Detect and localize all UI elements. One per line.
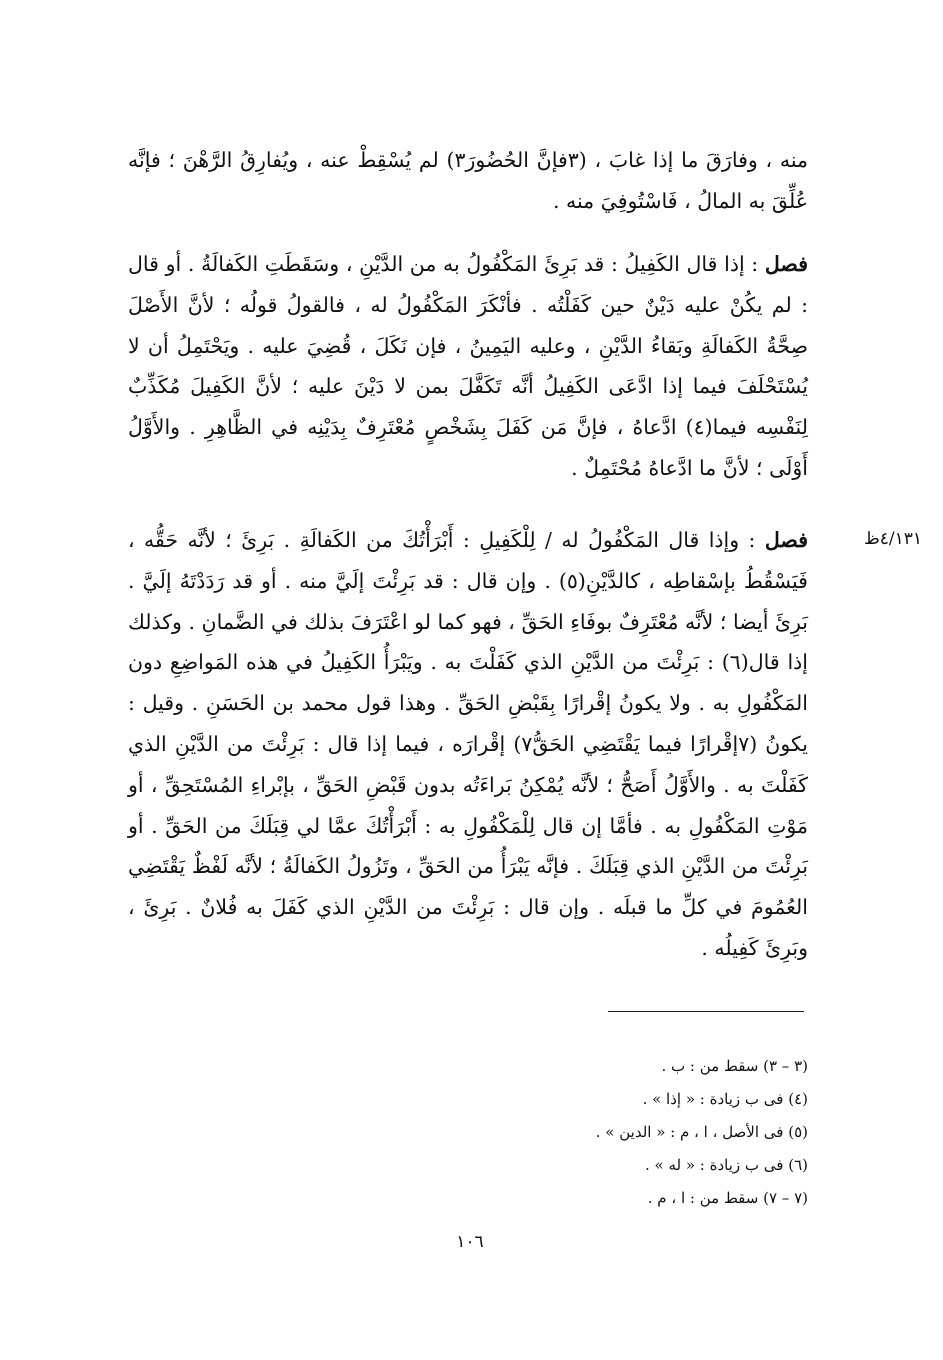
- footnote: (٦) فى ب زيادة : « له » .: [644, 1156, 808, 1174]
- page-number: ١٠٦: [456, 1232, 484, 1252]
- footnote: (٥) فى الأصل ، ا ، م : « الدين » .: [595, 1123, 808, 1141]
- footnote: (٧ – ٧) سقط من : ا ، م .: [647, 1189, 808, 1207]
- footnote: (٣ – ٣) سقط من : ب .: [661, 1057, 808, 1075]
- manuscript-folio-reference: ٤/١٣١ظ: [864, 529, 922, 549]
- section-text: : وإذا قال المَكْفُولُ له / لِلْكَفِيلِ : أَبْرَأْتُكَ من الكَفالَةِ . بَرِئَ ؛ لأنَّه حَقُّه ، فَيَسْقُطُ بإسْقاطِه ، كالدَّيْنِ(٥) . وإن قال : قد بَرِئْتَ إلَيَّ منه . أو قد رَدَدْتَهُ إلَيَّ . بَرِئَ أيضا ؛ لأنَّه مُعْتَرِفٌ بوفَاءِ الحَقِّ ، فهو كما لو اعْتَرَفَ بذلك في الضَّمانِ . وكذلك إذا قال(٦) : بَرِئْتَ من الدَّيْنِ الذي كَفَلْتَ به . ويَبْرَأُ الكَفِيلُ في هذه المَواضِعِ دون المَكْفُولِ به . ولا يكونُ إقْرارًا بِقَبْضِ الحَقِّ . وهذا قول محمد بن الحَسَنِ . وقيل : يكونُ (٧إقْرارًا فيما يَقْتَضِي الحَقُّ٧) إقْرارَه ، فيما إذا قال : بَرِئْتَ من الدَّيْنِ الذي كَفَلْتَ به . والأَوَّلُ أَصَحُّ ؛ لأنَّه يُمْكِنُ بَراءَتُه بدون قَبْضِ الحَقِّ ، بإبْراءِ المُسْتَحِقِّ ، أو مَوْتِ المَكْفُولِ به . فأمَّا إن قال لِلْمَكْفُولِ به : أَبْرَأْتُكَ عمَّا لي قِبَلَكَ من الحَقِّ . أو بَرِئْتَ من الدَّيْنِ الذي قِبَلَكَ . فإنَّه يَبْرَأُ من الحَقِّ ، وتَزُولُ الكَفالَةُ ؛ لأنَّه لَفْظٌ يَقْتَضِي العُمُومَ في كلِّ ما قبلَه . وإن قال : بَرِئْتَ من الدَّيْنِ الذي كَفَلَ به فُلانٌ . بَرِئَ ، وبَرِئَ كَفِيلُه .: [128, 528, 808, 960]
- footnote: (٤) فى ب زيادة : « إذا » .: [642, 1090, 808, 1108]
- paragraph-text: منه ، وفارَقَ ما إذا غابَ ، (٣فإنَّ الحُضُورَ٣) لم يُسْقِطْ عنه ، ويُفارِقُ الرَّهْنَ ؛ فإنَّه عُلِّقَ به المالُ ، فَاسْتُوفِيَ منه .: [128, 148, 808, 213]
- section-paragraph-2: [128, 520, 808, 969]
- continuation-paragraph: [128, 140, 808, 222]
- footnotes: [420, 1050, 808, 1215]
- section-paragraph-1: [128, 244, 808, 489]
- section-heading: فصل: [764, 252, 808, 276]
- footnote-separator: [608, 1011, 804, 1012]
- section-text: : إذا قال الكَفِيلُ : قد بَرِئَ المَكْفُولُ به من الدَّيْنِ ، وسَقَطَتِ الكَفالَةُ . أو قال : لم يكُنْ عليه دَيْنٌ حين كَفَلْتُه . فأنْكَرَ المَكْفُولُ له ، فالقولُ قولُه ؛ لأنَّ الأَصْلَ صِحَّةُ الكَفالَةِ وبَقاءُ الدَّيْنِ ، وعليه اليَمِينُ ، فإن نَكَلَ ، قُضِيَ عليه . ويَحْتَمِلُ أن لا يُسْتَحْلَفَ فيما إذا ادَّعَى الكَفِيلُ أنَّه تَكَفَّلَ بمن لا دَيْنَ عليه ؛ لأنَّ الكَفِيلَ مُكَذِّبٌ لِنَفْسِه فيما(٤) ادَّعاهُ ، فإنَّ مَن كَفَلَ بِشَخْصٍ مُعْتَرِفٌ بِدَيْنِه في الظَّاهِرِ . والأَوَّلُ أَوْلَى ؛ لأنَّ ما ادَّعاهُ مُحْتَمِلٌ .: [128, 252, 808, 480]
- section-heading: فصل: [764, 528, 808, 552]
